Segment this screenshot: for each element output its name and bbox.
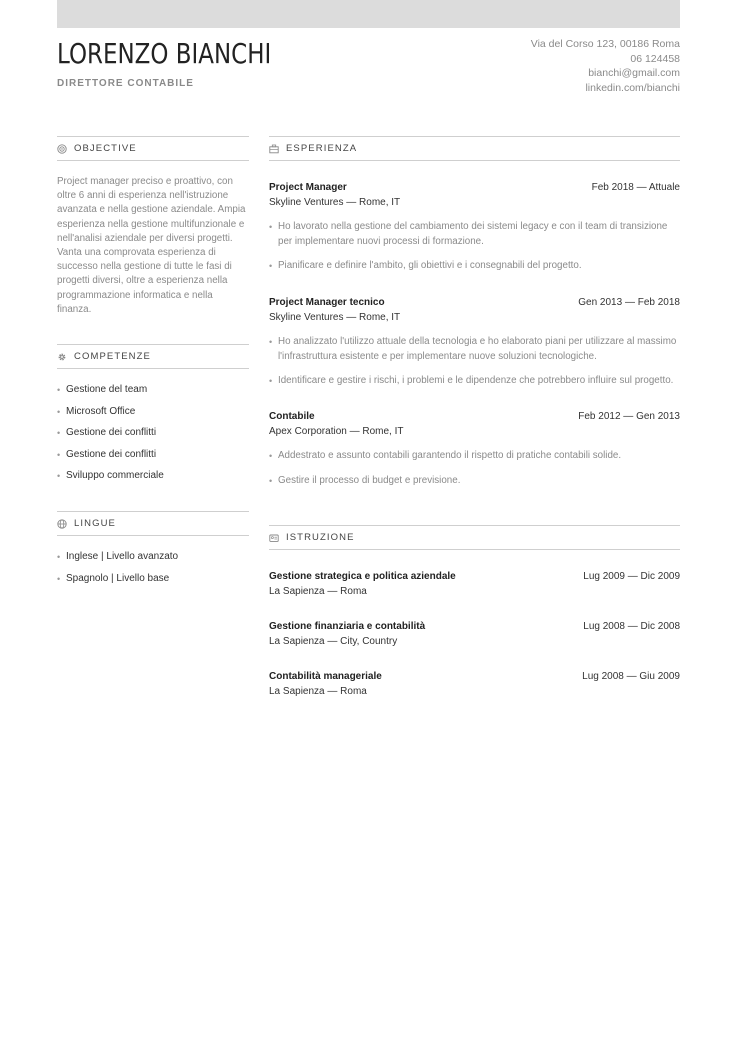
section-skills-header (57, 344, 249, 369)
skill-item: • Gestione dei conflitti (57, 448, 249, 470)
degree-dates: Lug 2009 — Dic 2009 (583, 571, 680, 582)
section-experience-header (269, 136, 680, 161)
contact-phone: 06 124458 (630, 52, 680, 65)
language-item: • Spagnolo | Livello base (57, 572, 249, 594)
job-company: Skyline Ventures — Rome, IT (269, 312, 401, 323)
section-skills-title: COMPETENZE (74, 351, 151, 362)
job-title: Project Manager (269, 182, 347, 193)
section-languages-header (57, 511, 249, 536)
job-title: Project Manager tecnico (269, 297, 385, 308)
education-entry (269, 620, 680, 649)
education-entry (269, 570, 680, 599)
degree-title: Gestione strategica e politica aziendale (269, 571, 456, 582)
degree-school: La Sapienza — Roma (269, 586, 367, 597)
gear-icon (57, 352, 67, 362)
degree-school: La Sapienza — Roma (269, 686, 367, 697)
globe-icon (57, 519, 67, 529)
section-education-title: ISTRUZIONE (286, 532, 355, 543)
job-title: Contabile (269, 411, 315, 422)
candidate-name: LORENZO BIANCHI (57, 37, 272, 70)
graduation-icon (269, 533, 279, 543)
section-experience-title: ESPERIENZA (286, 143, 358, 154)
section-objective-header (57, 136, 249, 161)
skill-item: • Sviluppo commerciale (57, 469, 249, 491)
degree-dates: Lug 2008 — Giu 2009 (582, 671, 680, 682)
candidate-role: DIRETTORE CONTABILE (57, 78, 194, 89)
experience-entry (269, 181, 680, 284)
job-dates: Gen 2013 — Feb 2018 (578, 297, 680, 308)
languages-list (57, 550, 249, 593)
job-dates: Feb 2012 — Gen 2013 (578, 411, 680, 422)
briefcase-icon (269, 144, 279, 154)
experience-entry (269, 410, 680, 498)
skill-item: • Gestione del team (57, 383, 249, 405)
contact-email[interactable]: bianchi@gmail.com (588, 67, 680, 80)
job-bullet: • Pianificare e definire l'ambito, gli obiettivi e i consegnabili del progetto. (269, 259, 680, 274)
job-bullets (269, 220, 680, 274)
degree-school: La Sapienza — City, Country (269, 636, 398, 647)
job-bullets (269, 449, 680, 488)
job-bullet: • Ho analizzato l'utilizzo attuale della tecnologia e ho elaborato piani per utilizzare al massimo l'infrastruttura esistente e per implementare nuove soluzioni tecnologiche. (269, 335, 680, 364)
job-company: Apex Corporation — Rome, IT (269, 426, 404, 437)
skill-item: • Microsoft Office (57, 405, 249, 427)
contact-address: Via del Corso 123, 00186 Roma (530, 38, 680, 50)
job-bullets (269, 335, 680, 389)
degree-dates: Lug 2008 — Dic 2008 (583, 621, 680, 632)
job-bullet: • Identificare e gestire i rischi, i problemi e le dipendenze che potrebbero influire sul progetto. (269, 374, 680, 389)
section-languages-title: LINGUE (74, 518, 116, 529)
degree-title: Gestione finanziaria e contabilità (269, 621, 426, 632)
job-bullet: • Ho lavorato nella gestione del cambiamento dei sistemi legacy e con il team di transizione per implementare nuovi processi di formazione. (269, 220, 680, 249)
header-bar (57, 0, 680, 28)
contact-info (531, 37, 680, 95)
skill-item: • Gestione dei conflitti (57, 426, 249, 448)
target-icon (57, 144, 67, 154)
objective-text: Project manager preciso e proattivo, con oltre 6 anni di esperienza nell'istruzione avanzata e nella gestione aziendale. Ampia esperienza nella gestione multifunzionale e nell'analisi aziendale per diversi progetti. Vanta una comprovata esperienza di successo nella gestione di tutte le fasi di progetti diversi, oltre a esperienza nella programmazione informatica e nella finanza. (57, 176, 246, 315)
job-bullet: • Addestrato e assunto contabili garantendo il rispetto di pratiche contabili solide. (269, 449, 680, 464)
skills-list (57, 383, 249, 491)
education-entry (269, 670, 680, 699)
degree-title: Contabilità manageriale (269, 671, 382, 682)
section-education-header (269, 525, 680, 550)
job-bullet: • Gestire il processo di budget e previsione. (269, 474, 680, 489)
experience-entry (269, 296, 680, 399)
language-item: • Inglese | Livello avanzato (57, 550, 249, 572)
contact-linkedin[interactable]: linkedin.com/bianchi (585, 81, 680, 94)
section-objective-title: OBJECTIVE (74, 143, 137, 154)
job-company: Skyline Ventures — Rome, IT (269, 197, 401, 208)
job-dates: Feb 2018 — Attuale (591, 182, 680, 193)
